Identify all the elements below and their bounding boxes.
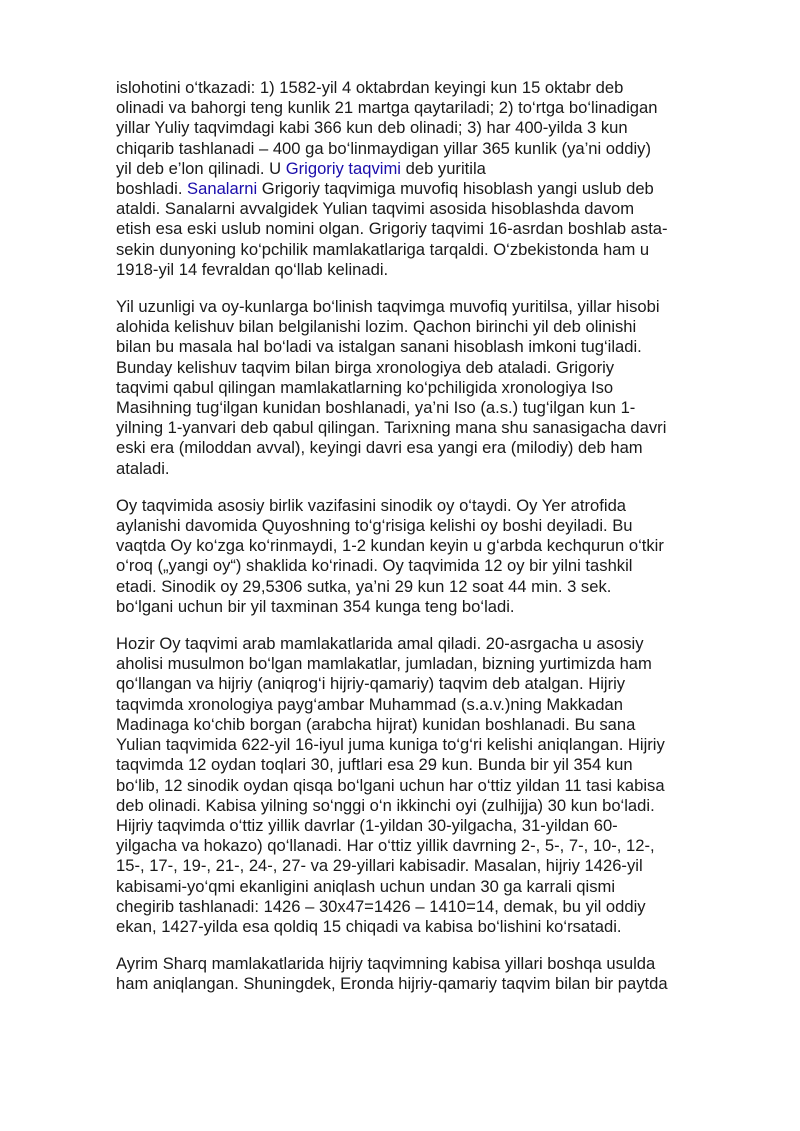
text-line bbox=[116, 240, 744, 260]
text-segment: deb yuritila bbox=[401, 158, 486, 178]
document-page bbox=[116, 78, 744, 1012]
text-line bbox=[116, 418, 744, 438]
text-segment: chegirib tashlanadi: 1426 – 30x47=1426 – 1410=14, demak, bu yil oddiy bbox=[116, 896, 646, 916]
text-segment: vaqtda Oy ko‘zga ko‘rinmaydi, 1-2 kundan keyin u g‘arbda kechqurun o‘tkir bbox=[116, 536, 664, 556]
text-line bbox=[116, 755, 744, 775]
text-segment: alohida kelishuv bilan belgilanishi lozim. Qachon birinchi yil deb olinishi bbox=[116, 317, 637, 337]
text-line bbox=[116, 974, 744, 994]
text-line bbox=[116, 496, 744, 516]
text-line bbox=[116, 139, 744, 159]
text-line bbox=[116, 715, 744, 735]
text-segment: sekin dunyoning ko‘pchilik mamlakatlariga tarqaldi. O‘zbekistonda ham u bbox=[116, 239, 650, 259]
text-line bbox=[116, 438, 744, 458]
text-line bbox=[116, 735, 744, 755]
text-segment: Yulian taqvimida 622-yil 16-iyul juma kuniga to‘g‘ri kelishi aniqlangan. Hijriy bbox=[116, 735, 665, 755]
text-line bbox=[116, 577, 744, 597]
text-segment: bilan bu masala hal bo‘ladi va istalgan sanani hisoblash imkoni tug‘iladi. bbox=[116, 337, 642, 357]
text-segment: Masihning tug‘ilgan kunidan boshlanadi, ya’ni Iso (a.s.) tug‘ilgan kun 1- bbox=[116, 398, 636, 418]
text-segment: Grigoriy taqvimiga muvofiq hisoblash yangi uslub deb bbox=[257, 179, 654, 199]
text-segment: Hozir Oy taqvimi arab mamlakatlarida amal qiladi. 20-asrgacha u asosiy bbox=[116, 634, 644, 654]
text-segment: ekan, 1427-yilda esa qoldiq 15 chiqadi va kabisa bo‘lishini ko‘rsatadi. bbox=[116, 916, 622, 936]
text-segment: taqvimda 12 oydan toqlari 30, juftlari esa 29 kun. Bunda bir yil 354 kun bbox=[116, 755, 633, 775]
text-line bbox=[116, 179, 744, 199]
text-segment: yilgacha va hokazo) qo‘llanadi. Har o‘ttiz yillik davrning 2-, 5-, 7-, 10-, 12-, bbox=[116, 836, 655, 856]
text-line bbox=[116, 378, 744, 398]
text-segment: deb olinadi. Kabisa yilning so‘nggi o‘n ikkinchi oyi (zulhijja) 30 kun bo‘ladi. bbox=[116, 795, 655, 815]
text-segment: aylanishi davomida Quyoshning to‘g‘risiga kelishi oy boshi deyiladi. Bu bbox=[116, 516, 633, 536]
text-line bbox=[116, 634, 744, 654]
text-segment: etadi. Sinodik oy 29,5306 sutka, ya’ni 29 kun 12 soat 44 min. 3 sek. bbox=[116, 576, 612, 596]
text-segment: yil deb e’lon qilinadi. U bbox=[116, 158, 286, 178]
text-line bbox=[116, 556, 744, 576]
text-segment: 15-, 17-, 19-, 21-, 24-, 27- va 29-yillari kabisadir. Masalan, hijriy 1426-yil bbox=[116, 856, 643, 876]
text-line bbox=[116, 337, 744, 357]
text-line bbox=[116, 897, 744, 917]
text-segment: ham aniqlangan. Shuningdek, Eronda hijriy-qamariy taqvim bilan bir paytda bbox=[116, 974, 668, 994]
text-line bbox=[116, 776, 744, 796]
text-segment: eski era (miloddan avval), keyingi davri esa yangi era (milodiy) deb ham bbox=[116, 438, 643, 458]
text-segment: etish esa eski uslub nomini olgan. Grigoriy taqvimi 16-asrdan boshlab asta- bbox=[116, 219, 668, 239]
text-segment: Bunday kelishuv taqvim bilan birga xronologiya deb ataladi. Grigoriy bbox=[116, 357, 615, 377]
text-segment: kabisami-yo‘qmi ekanligini aniqlash uchun undan 30 ga karrali qismi bbox=[116, 876, 616, 896]
text-segment: Oy taqvimida asosiy birlik vazifasini sinodik oy o‘taydi. Oy Yer atrofida bbox=[116, 495, 627, 515]
text-segment: boshladi. bbox=[116, 179, 188, 199]
text-line bbox=[116, 954, 744, 974]
text-line bbox=[116, 796, 744, 816]
text-line bbox=[116, 674, 744, 694]
text-segment: yilning 1-yanvari deb qabul qilingan. Tarixning mana shu sanasigacha davri bbox=[116, 418, 667, 438]
text-segment: ataldi. Sanalarni avvalgidek Yulian taqvimi asosida hisoblashda davom bbox=[116, 199, 635, 219]
text-line bbox=[116, 516, 744, 536]
inline-link[interactable]: Grigoriy taqvimi bbox=[285, 158, 401, 178]
text-line bbox=[116, 260, 744, 280]
text-line bbox=[116, 199, 744, 219]
text-segment: Ayrim Sharq mamlakatlarida hijriy taqvimning kabisa yillari boshqa usulda bbox=[116, 954, 656, 974]
text-segment: islohotini o‘tkazadi: 1) 1582-yil 4 oktabrdan keyingi kun 15 oktabr deb bbox=[116, 78, 624, 97]
paragraph bbox=[116, 78, 744, 280]
text-segment: o‘roq („yangi oy“) shaklida ko‘rinadi. Oy taqvimida 12 oy bir yilni tashkil bbox=[116, 556, 633, 576]
text-segment: 1918-yil 14 fevraldan qo‘llab kelinadi. bbox=[116, 259, 389, 279]
text-segment: bo‘lib, 12 sinodik oydan qisqa bo‘lgani uchun har o‘ttiz yildan 11 tasi kabisa bbox=[116, 775, 665, 795]
inline-link[interactable]: Sanalarni bbox=[187, 179, 258, 199]
text-segment: qo‘llangan va hijriy (aniqrog‘i hijriy-qamariy) taqvim deb atalgan. Hijriy bbox=[116, 674, 626, 694]
text-line bbox=[116, 398, 744, 418]
text-segment: Hijriy taqvimda o‘ttiz yillik davrlar (1-yildan 30-yilgacha, 31-yildan 60- bbox=[116, 815, 618, 835]
text-line bbox=[116, 358, 744, 378]
text-line bbox=[116, 816, 744, 836]
text-line bbox=[116, 159, 744, 179]
text-segment: taqvimda xronologiya payg‘ambar Muhammad (s.a.v.)ning Makkadan bbox=[116, 694, 623, 714]
text-segment: bo‘lgani uchun bir yil taxminan 354 kunga teng bo‘ladi. bbox=[116, 596, 515, 616]
text-segment: olinadi va bahorgi teng kunlik 21 martga qaytariladi; 2) to‘rtga bo‘linadigan bbox=[116, 98, 658, 118]
text-segment: Madinaga ko‘chib borgan (arabcha hijrat) kunidan boshlanadi. Bu sana bbox=[116, 714, 636, 734]
text-segment: chiqarib tashlanadi – 400 ga bo‘linmaydigan yillar 365 kunlik (ya’ni oddiy) bbox=[116, 138, 652, 158]
text-line bbox=[116, 219, 744, 239]
text-line bbox=[116, 856, 744, 876]
paragraph bbox=[116, 496, 744, 617]
text-line bbox=[116, 317, 744, 337]
text-line bbox=[116, 597, 744, 617]
text-line bbox=[116, 877, 744, 897]
text-line bbox=[116, 654, 744, 674]
text-line bbox=[116, 695, 744, 715]
text-segment: Yil uzunligi va oy-kunlarga bo‘linish taqvimga muvofiq yuritilsa, yillar hisobi bbox=[116, 297, 660, 317]
text-line bbox=[116, 78, 744, 98]
text-line bbox=[116, 836, 744, 856]
text-line bbox=[116, 297, 744, 317]
text-segment: yillar Yuliy taqvimdagi kabi 366 kun deb olinadi; 3) har 400-yilda 3 kun bbox=[116, 118, 628, 138]
text-segment: taqvimi qabul qilingan mamlakatlarning ko‘pchiligida xronologiya Iso bbox=[116, 377, 614, 397]
text-line bbox=[116, 459, 744, 479]
paragraph bbox=[116, 634, 744, 937]
text-line bbox=[116, 536, 744, 556]
paragraph bbox=[116, 297, 744, 479]
text-line bbox=[116, 118, 744, 138]
text-segment: ataladi. bbox=[116, 458, 170, 478]
text-line bbox=[116, 98, 744, 118]
paragraph bbox=[116, 954, 744, 994]
text-line bbox=[116, 917, 744, 937]
text-segment: aholisi musulmon bo‘lgan mamlakatlar, jumladan, bizning yurtimizda ham bbox=[116, 654, 652, 674]
